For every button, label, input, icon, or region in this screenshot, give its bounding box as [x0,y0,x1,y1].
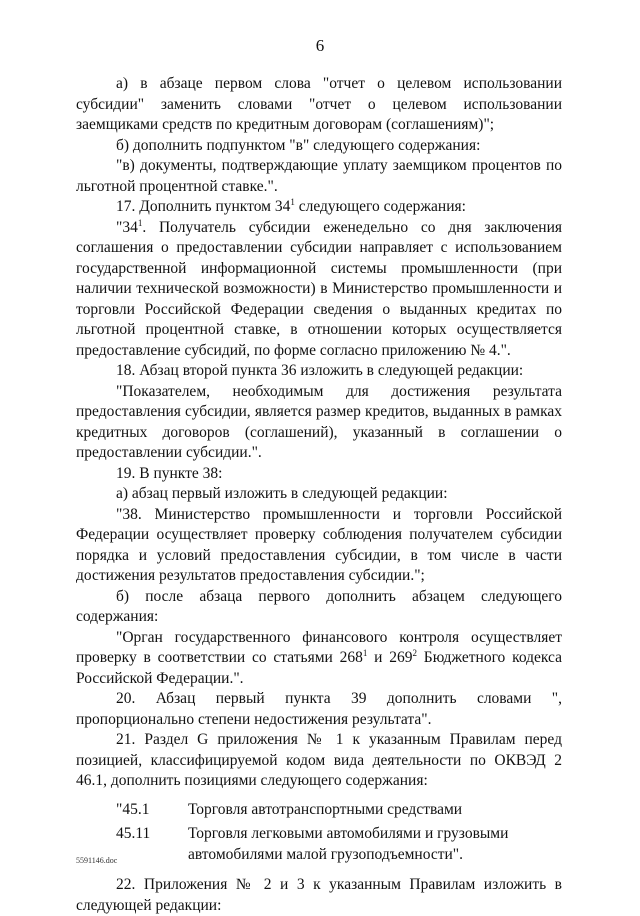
paragraph: "38. Министерство промышленности и торговли Российской Федерации осуществляет проверку соблюдения получателем субсидии порядка и условий предоставления субсидии, в том числе в части достижения результатов предоставления субсидии."; [76,505,562,584]
paragraph: 20. Абзац первый пункта 39 дополнить словами ", пропорционально степени недостижения результата". [76,690,562,728]
superscript: 1 [137,217,143,228]
paragraph: 21. Раздел G приложения № 1 к указанным Правилам перед позицией, классифицируемой кодом вида деятельности по ОКВЭД 2 46.1, дополнить позициями следующего содержания: [76,731,562,789]
document-body [76,74,562,916]
paragraph: 19. В пункте 38: [116,464,223,482]
okved-code-table [76,800,562,866]
paragraph-text: 17. Дополнить пунктом 34 [116,198,291,215]
superscript: 2 [412,648,417,658]
code-row [76,824,562,865]
paragraph-text: "34 [116,218,138,236]
paragraph: б) дополнить подпунктом "в" следующего содержания: [116,136,481,154]
paragraph [76,218,562,362]
paragraph-text: следующего содержания: [294,198,466,215]
superscript: 1 [362,648,368,658]
paragraph: а) абзац первый изложить в следующей редакции: [116,485,448,502]
paragraph: 22. Приложения № 2 и 3 к указанным Правилам изложить в следующей редакции: [76,876,562,914]
okved-description: Торговля автотранспортными средствами [188,800,463,818]
paragraph: а) в абзаце первом слова "отчет о целевом использовании субсидии" заменить словами "отчет о целевом использовании заемщиками средств по кредитным договорам (соглашениям)"; [76,75,562,133]
paragraph [76,197,562,218]
paragraph-text: "Орган государственного финансового контроля осуществляет проверку в соответствии со статьями 268 [76,628,562,666]
page-number: 6 [315,36,325,55]
paragraph-text: Бюджетного кодекса Российской Федерации.". [76,649,562,687]
paragraph-text: и 269 [367,649,413,666]
okved-code: "45.1 [116,800,150,818]
okved-code: 45.11 [116,825,151,842]
paragraph: "Показателем, необходимым для достижения результата предоставления субсидии, является размер кредитов, выданных в рамках кредитных договоров (соглашений), указанный в соглашении о предоставлении субсидии.". [76,382,562,461]
document-filename: 5591146.doc [76,856,118,865]
paragraph: 18. Абзац второй пункта 36 изложить в следующей редакции: [116,362,524,379]
paragraph-text: . Получатель субсидии еженедельно со дня заключения соглашения о предоставлении субсидии направляет с использованием государственной информационной системы промышленности (при наличии технической возможности) в Министерство промышленности и торговли Российской Федерации сведения о выданных кредитах по льготной процентной ставке, в отношении которых осуществляется предоставление субсидий, по форме согласно приложению № 4.". [76,218,562,359]
paragraph [76,628,562,690]
paragraph: б) после абзаца первого дополнить абзацем следующего содержания: [76,587,562,625]
superscript: 1 [290,197,295,207]
code-row [76,800,562,821]
okved-description: Торговля легковыми автомобилями и грузовыми автомобилями малой грузоподъемности". [188,825,509,863]
paragraph: "в) документы, подтверждающие уплату заемщиком процентов по льготной процентной ставке.". [76,157,562,195]
